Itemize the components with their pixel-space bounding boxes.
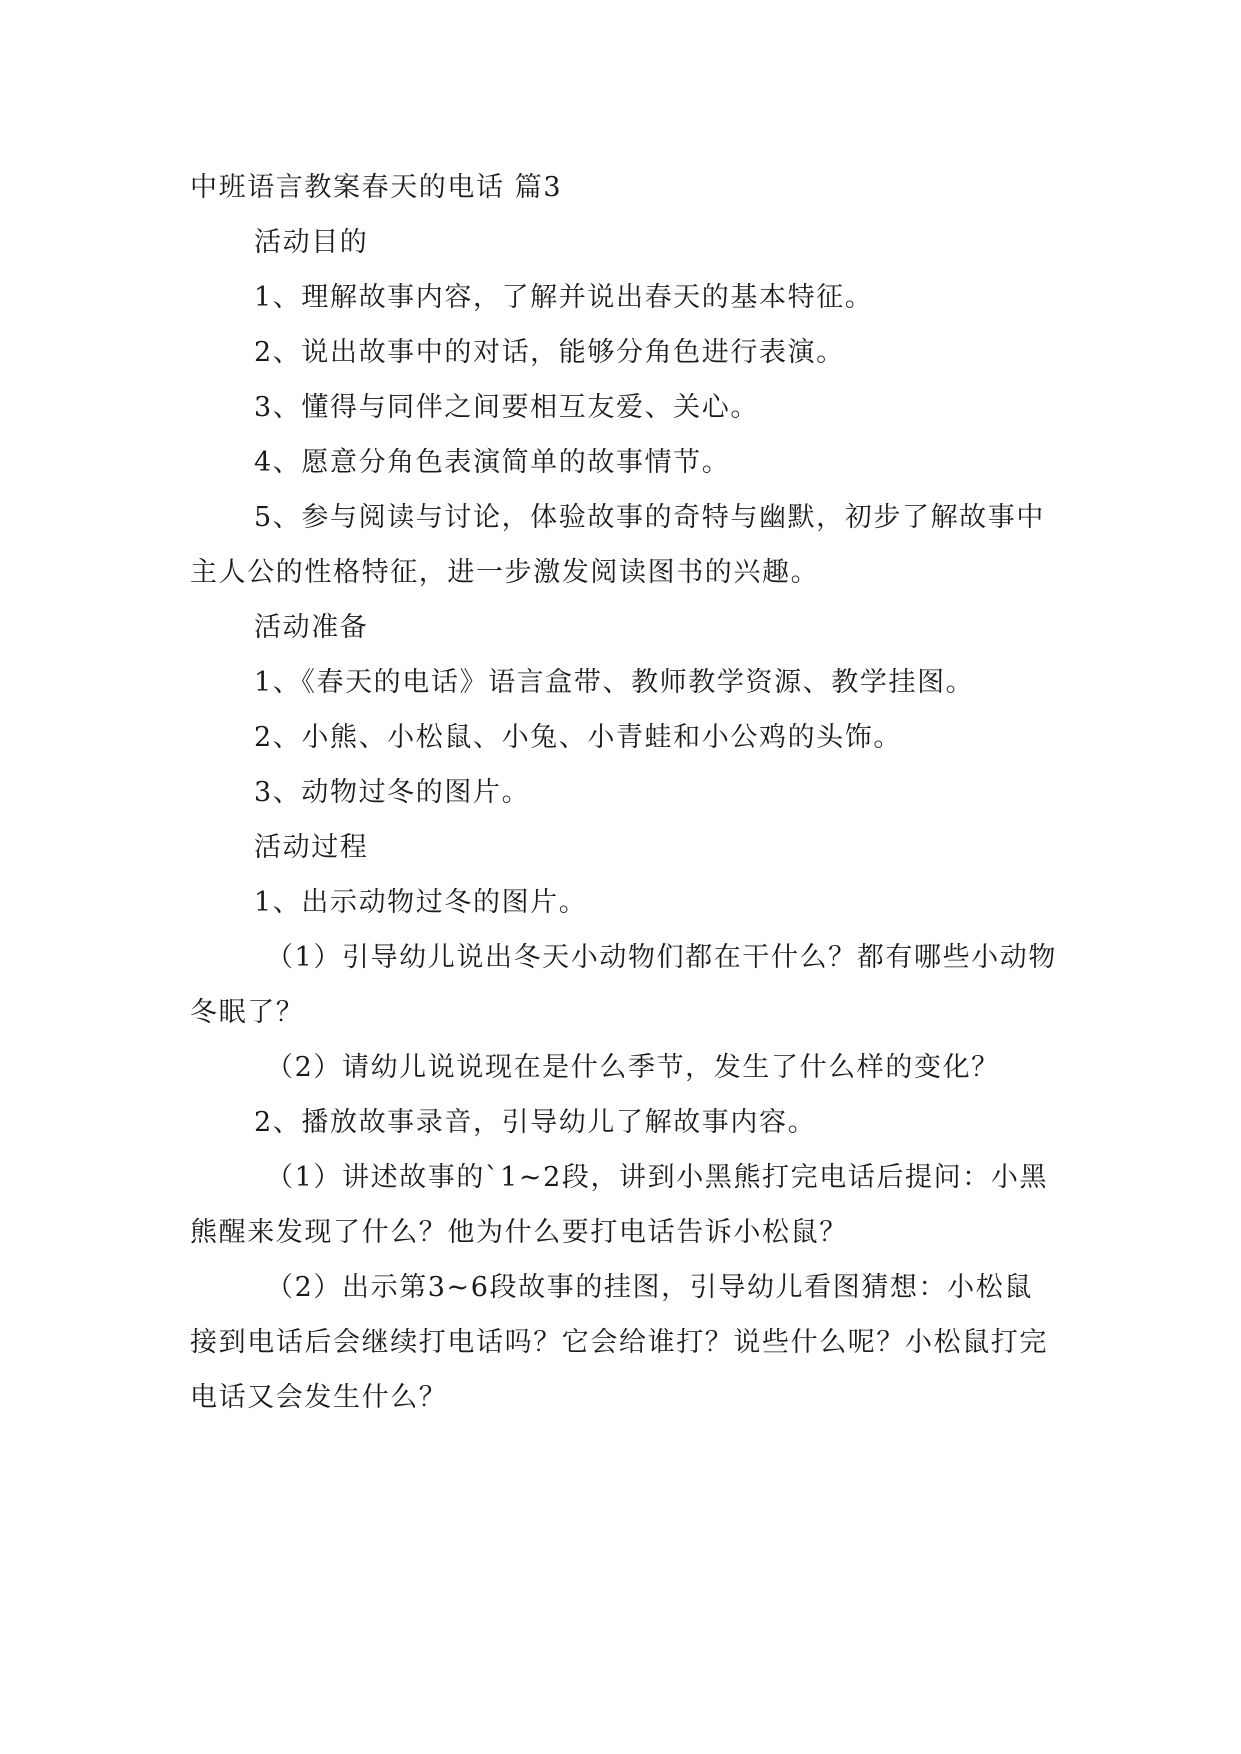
preparation-item-1: 1、《春天的电话》语言盒带、教师教学资源、教学挂图。 [254,667,975,698]
objective-item-4: 4、愿意分角色表演简单的故事情节。 [254,447,731,478]
process-subitem-1-2: （2）请幼儿说说现在是什么季节，发生了什么样的变化？ [266,1052,1000,1083]
section-heading-objectives: 活动目的 [254,227,369,258]
section-heading-preparation: 活动准备 [254,612,369,643]
document-body [190,160,1060,1425]
process-subitem-1-1: （1）引导幼儿说出冬天小动物们都在干什么？都有哪些小动物冬眠了？ [190,942,1057,1028]
objective-item-1: 1、理解故事内容，了解并说出春天的基本特征。 [254,282,874,313]
process-item-2: 2、播放故事录音，引导幼儿了解故事内容。 [254,1107,817,1138]
section-heading-process: 活动过程 [254,832,369,863]
process-item-1: 1、出示动物过冬的图片。 [254,887,588,918]
objective-item-5: 5、参与阅读与讨论，体验故事的奇特与幽默，初步了解故事中主人公的性格特征，进一步激发阅读图书的兴趣。 [190,502,1045,588]
objective-item-3: 3、懂得与同伴之间要相互友爱、关心。 [254,392,759,423]
process-subitem-2-1: （1）讲述故事的`1~2段，讲到小黑熊打完电话后提问：小黑熊醒来发现了什么？他为什么要打电话告诉小松鼠？ [190,1162,1049,1248]
objective-item-2: 2、说出故事中的对话，能够分角色进行表演。 [254,337,845,368]
process-subitem-2-2: （2）出示第3~6段故事的挂图，引导幼儿看图猜想：小松鼠接到电话后会继续打电话吗？它会给谁打？说些什么呢？小松鼠打完电话又会发生什么？ [190,1272,1048,1413]
document-title: 中班语言教案春天的电话 篇3 [190,172,563,203]
preparation-item-3: 3、动物过冬的图片。 [254,777,531,808]
preparation-item-2: 2、小熊、小松鼠、小兔、小青蛙和小公鸡的头饰。 [254,722,902,753]
